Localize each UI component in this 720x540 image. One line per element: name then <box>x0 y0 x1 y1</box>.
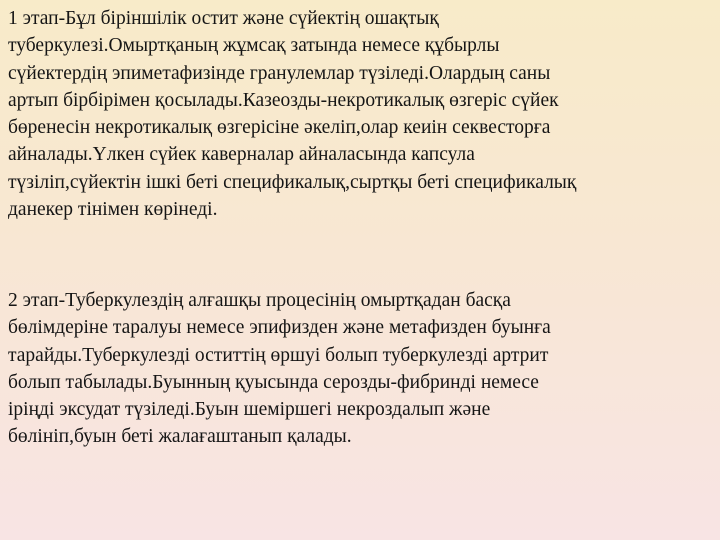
text-line: артып бірбірімен қосылады.Казеозды-некротикалық өзгеріс сүйек <box>8 89 559 111</box>
text-line: бөлініп,буын беті жалағаштанып қалады. <box>8 426 352 448</box>
text-line: бөлімдеріне таралуы немесе эпифизден және метафизден буынға <box>8 317 551 339</box>
text-line: айналады.Үлкен сүйек каверналар айналасында капсула <box>8 144 475 166</box>
text-line: болып табылады.Буынның қуысында серозды-фибринді немесе <box>8 371 539 393</box>
paragraph-stage-1 <box>8 5 708 223</box>
text-line: сүйектердің эпиметафизінде гранулемлар түзіледі.Олардың саны <box>8 62 551 84</box>
text-line: данекер тінімен көрінеді. <box>8 199 218 221</box>
text-line: түзіліп,сүйектін ішкі беті спецификалық,сыртқы беті спецификалық <box>8 171 577 193</box>
paragraph-stage-2 <box>8 287 708 451</box>
text-line: іріңді эксудат түзіледі.Буын шеміршегі некроздалып және <box>8 399 491 421</box>
text-line: тарайды.Туберкулезді оститтің өршуі болып туберкулезді артрит <box>8 344 549 366</box>
text-line: 1 этап-Бұл біріншілік остит және сүйектің ошақтық <box>8 8 439 29</box>
text-line: туберкулезі.Омыртқаның жұмсақ затында немесе құбырлы <box>8 35 500 57</box>
text-line: 2 этап-Туберкулездің алғашқы процесінің омыртқадан басқа <box>8 290 511 311</box>
text-line: бөренесін некротикалық өзгерісіне әкеліп,олар кеиін секвесторға <box>8 117 551 139</box>
